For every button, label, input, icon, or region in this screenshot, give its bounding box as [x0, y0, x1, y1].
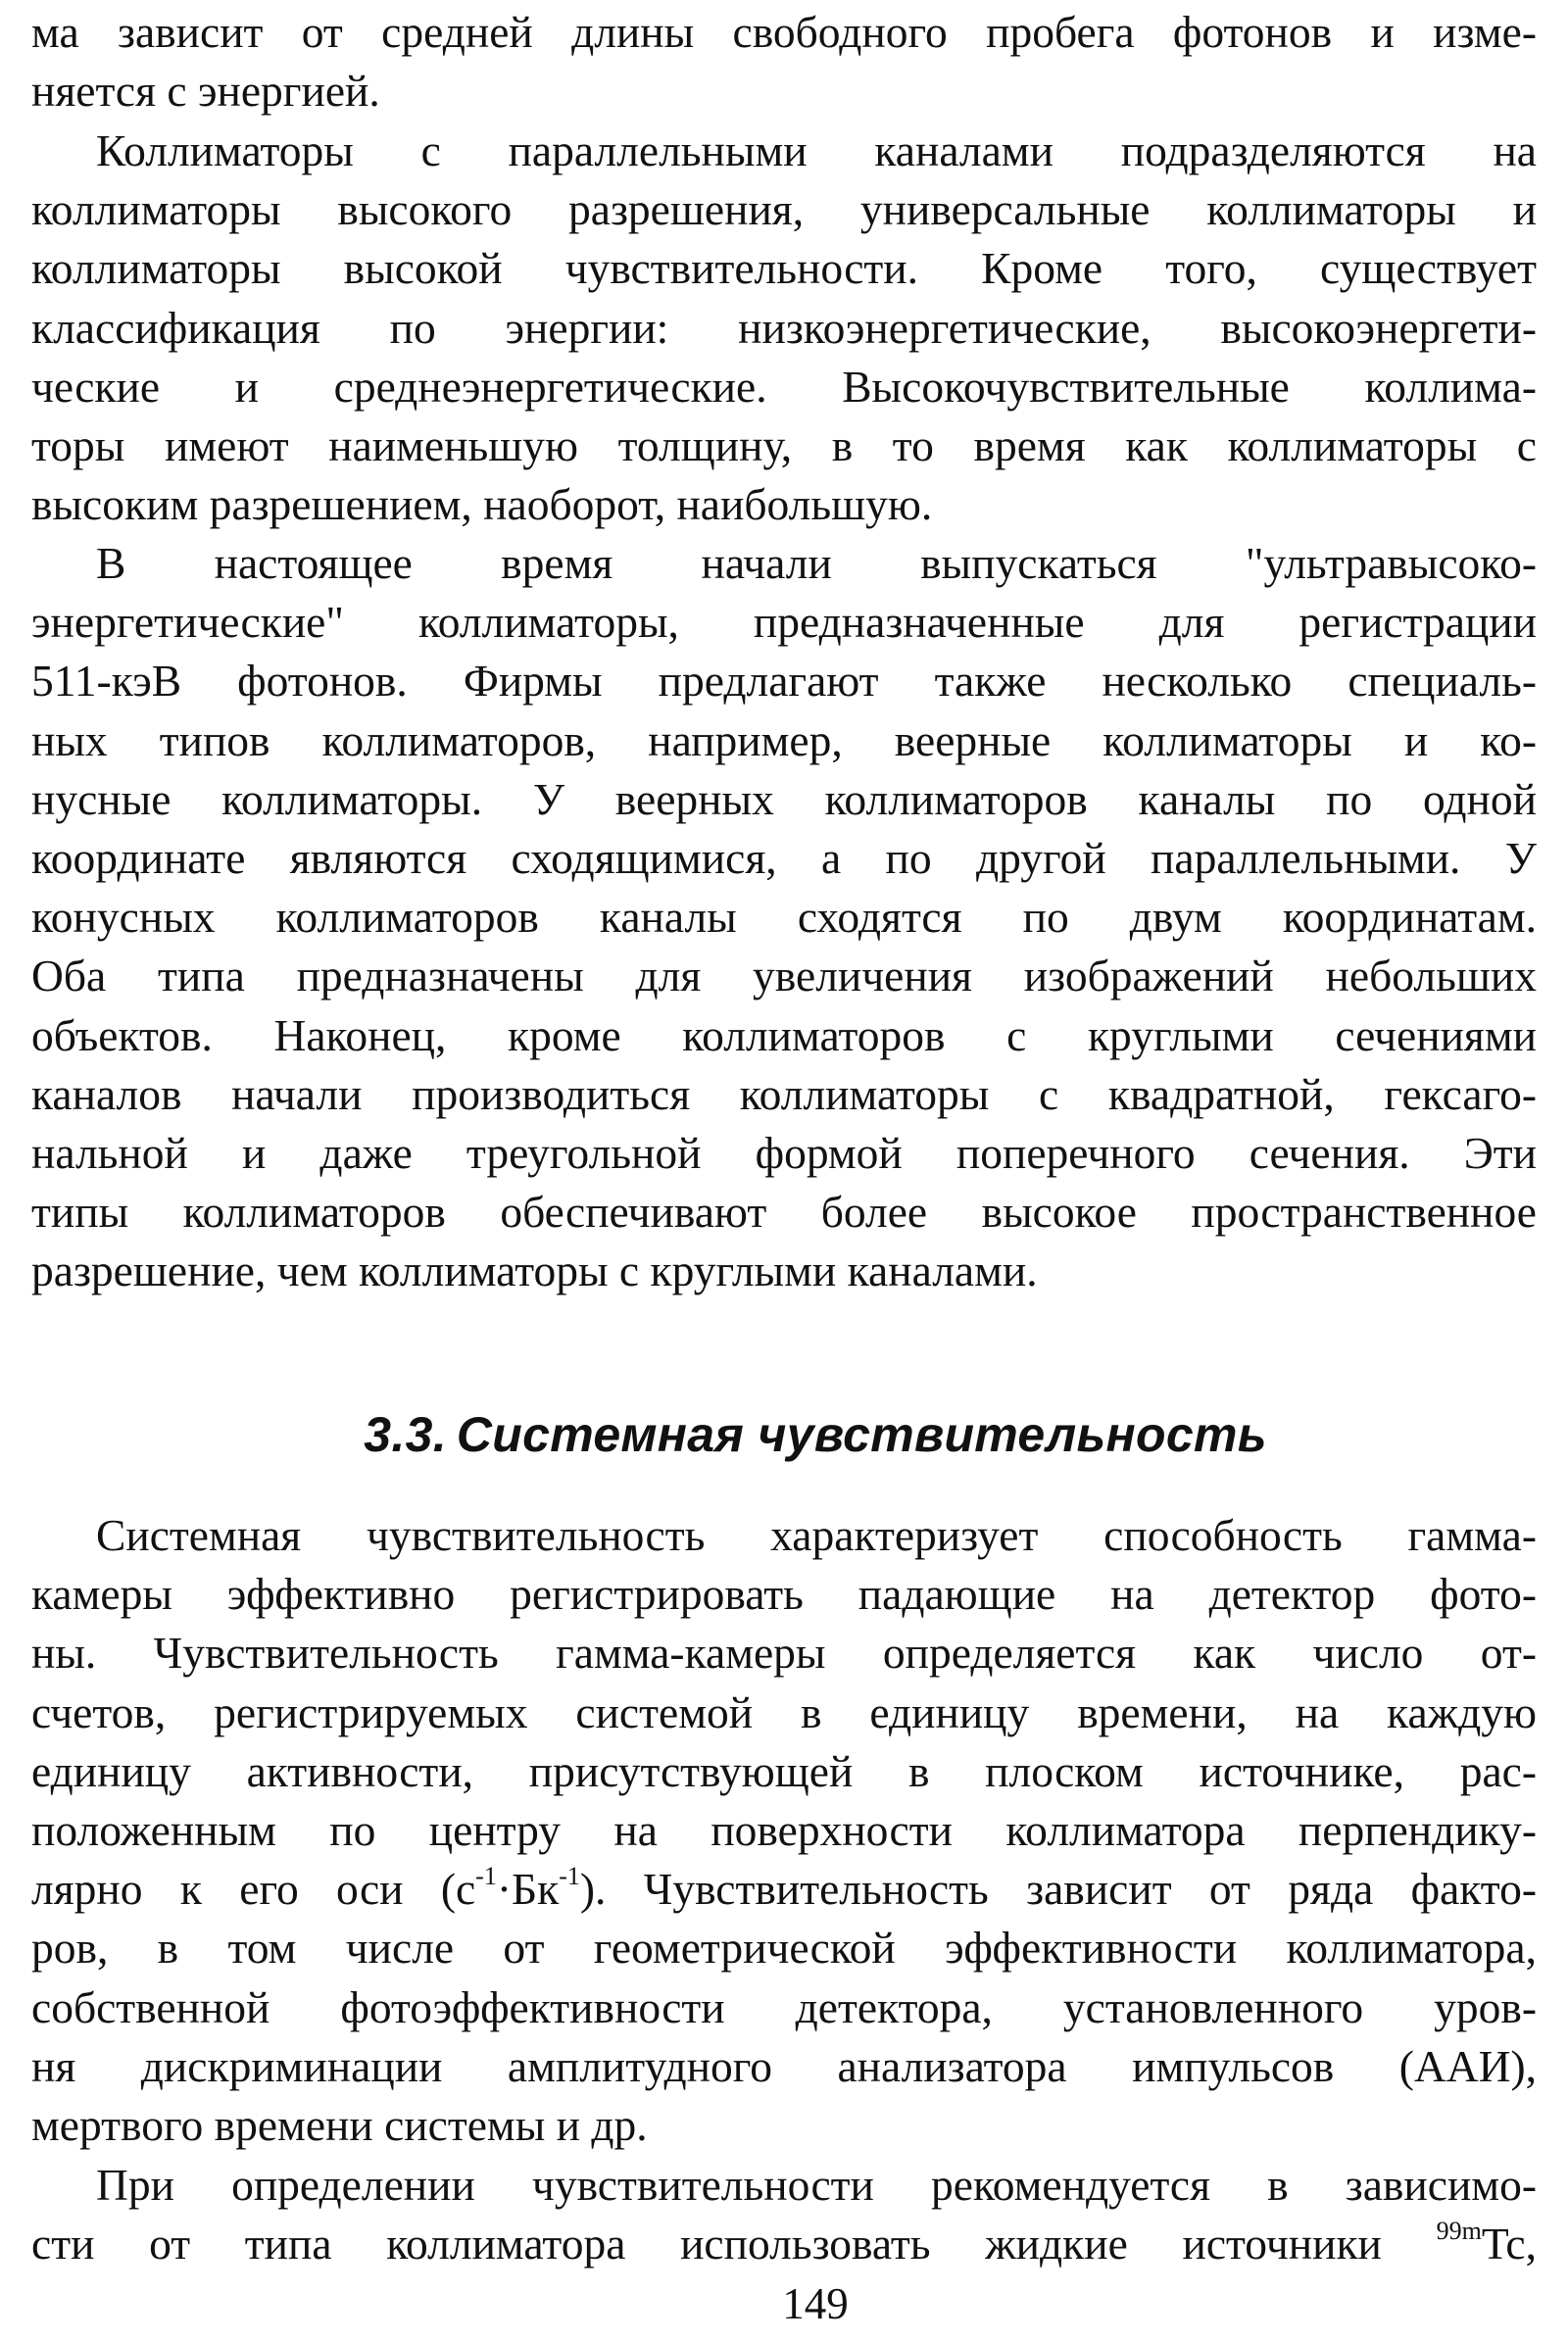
- text-line: положенным по центру на поверхности коллиматора перпендику-: [31, 1805, 1537, 1856]
- text-line: классификация по энергии: низкоэнергетические, высокоэнергети-: [31, 302, 1537, 353]
- text-line: разрешение, чем коллиматоры с круглыми каналами.: [31, 1245, 1038, 1296]
- collimator-types-paragraph: [31, 122, 1537, 534]
- text-line: координате являются сходящимися, а по другой параллельными. У: [31, 833, 1537, 884]
- recommendation-paragraph: [31, 2156, 1537, 2273]
- text-segment: ·Бк: [496, 1864, 560, 1915]
- isotope-text-line: [31, 2215, 1537, 2273]
- isotope-symbol: Tc,: [1481, 2219, 1537, 2269]
- text-line: Оба типа предназначены для увеличения изображений небольших: [31, 951, 1537, 1001]
- text-line: Коллиматоры с параллельными каналами подразделяются на: [96, 125, 1537, 175]
- continuation-paragraph: [31, 3, 1537, 121]
- page-number: 149: [782, 2279, 849, 2328]
- text-line: объектов. Наконец, кроме коллиматоров с круглыми сечениями: [31, 1009, 1537, 1060]
- special-collimators-paragraph: [31, 534, 1537, 1301]
- text-line: типы коллиматоров обеспечивают более высокое пространственное: [31, 1187, 1537, 1238]
- text-line: ны. Чувствительность гамма-камеры определяется как число от-: [31, 1628, 1537, 1679]
- section-heading: [0, 1405, 1568, 1464]
- text-line: мертвого времени системы и др.: [31, 2100, 648, 2151]
- text-line: ческие и среднеэнергетические. Высокочувствительные коллима-: [31, 361, 1537, 412]
- superscript: -1: [475, 1862, 497, 1891]
- text-line: высоким разрешением, наоборот, наибольшую.: [31, 479, 933, 530]
- isotope-mass-superscript: 99m: [1436, 2217, 1482, 2246]
- text-line: нальной и даже треугольной формой поперечного сечения. Эти: [31, 1128, 1537, 1179]
- text-line: При определении чувствительности рекомендуется в зависимо-: [96, 2160, 1537, 2210]
- text-segment: лярно к его оси (с: [31, 1864, 476, 1915]
- section-title: Системная чувствительность: [456, 1407, 1267, 1462]
- text-line: конусных коллиматоров каналы сходятся по двум координатам.: [31, 892, 1537, 943]
- text-line: ма зависит от средней длины свободного пробега фотонов и изме-: [31, 7, 1537, 57]
- sensitivity-paragraph: [31, 1506, 1537, 2155]
- text-line: торы имеют наименьшую толщину, в то время как коллиматоры с: [31, 420, 1537, 471]
- superscript: -1: [559, 1862, 580, 1891]
- text-line: няется с энергией.: [31, 66, 380, 117]
- text-line: В настоящее время начали выпускаться "ультравысоко-: [96, 538, 1537, 588]
- section-number: 3.3.: [364, 1407, 447, 1462]
- text-line: камеры эффективно регистрировать падающие на детектор фото-: [31, 1569, 1537, 1620]
- text-line: единицу активности, присутствующей в плоском источнике, рас-: [31, 1745, 1537, 1796]
- text-line: Системная чувствительность характеризует способность гамма-: [96, 1510, 1537, 1560]
- text-segment: сти от типа коллиматора использовать жидкие источники: [31, 2219, 1437, 2269]
- text-line: энергетические" коллиматоры, предназначенные для регистрации: [31, 597, 1537, 648]
- text-line: ня дискриминации амплитудного анализатора импульсов (ААИ),: [31, 2040, 1537, 2091]
- text-line: ных типов коллиматоров, например, веерные коллиматоры и ко-: [31, 714, 1537, 765]
- text-line: ров, в том числе от геометрической эффективности коллиматора,: [31, 1923, 1537, 1974]
- text-line: коллиматоры высокого разрешения, универсальные коллиматоры и: [31, 184, 1537, 235]
- text-line: коллиматоры высокой чувствительности. Кроме того, существует: [31, 243, 1537, 294]
- text-line: каналов начали производиться коллиматоры с квадратной, гексаго-: [31, 1068, 1537, 1119]
- text-line: 511-кэВ фотонов. Фирмы предлагают также несколько специаль-: [31, 656, 1537, 707]
- text-segment: ). Чувствительность зависит от ряда факто-: [579, 1864, 1537, 1915]
- units-text-line: [31, 1860, 1537, 1919]
- text-line: собственной фотоэффективности детектора, установленного уров-: [31, 1981, 1537, 2032]
- text-line: счетов, регистрируемых системой в единицу времени, на каждую: [31, 1686, 1537, 1737]
- text-line: нусные коллиматоры. У веерных коллиматоров каналы по одной: [31, 773, 1537, 824]
